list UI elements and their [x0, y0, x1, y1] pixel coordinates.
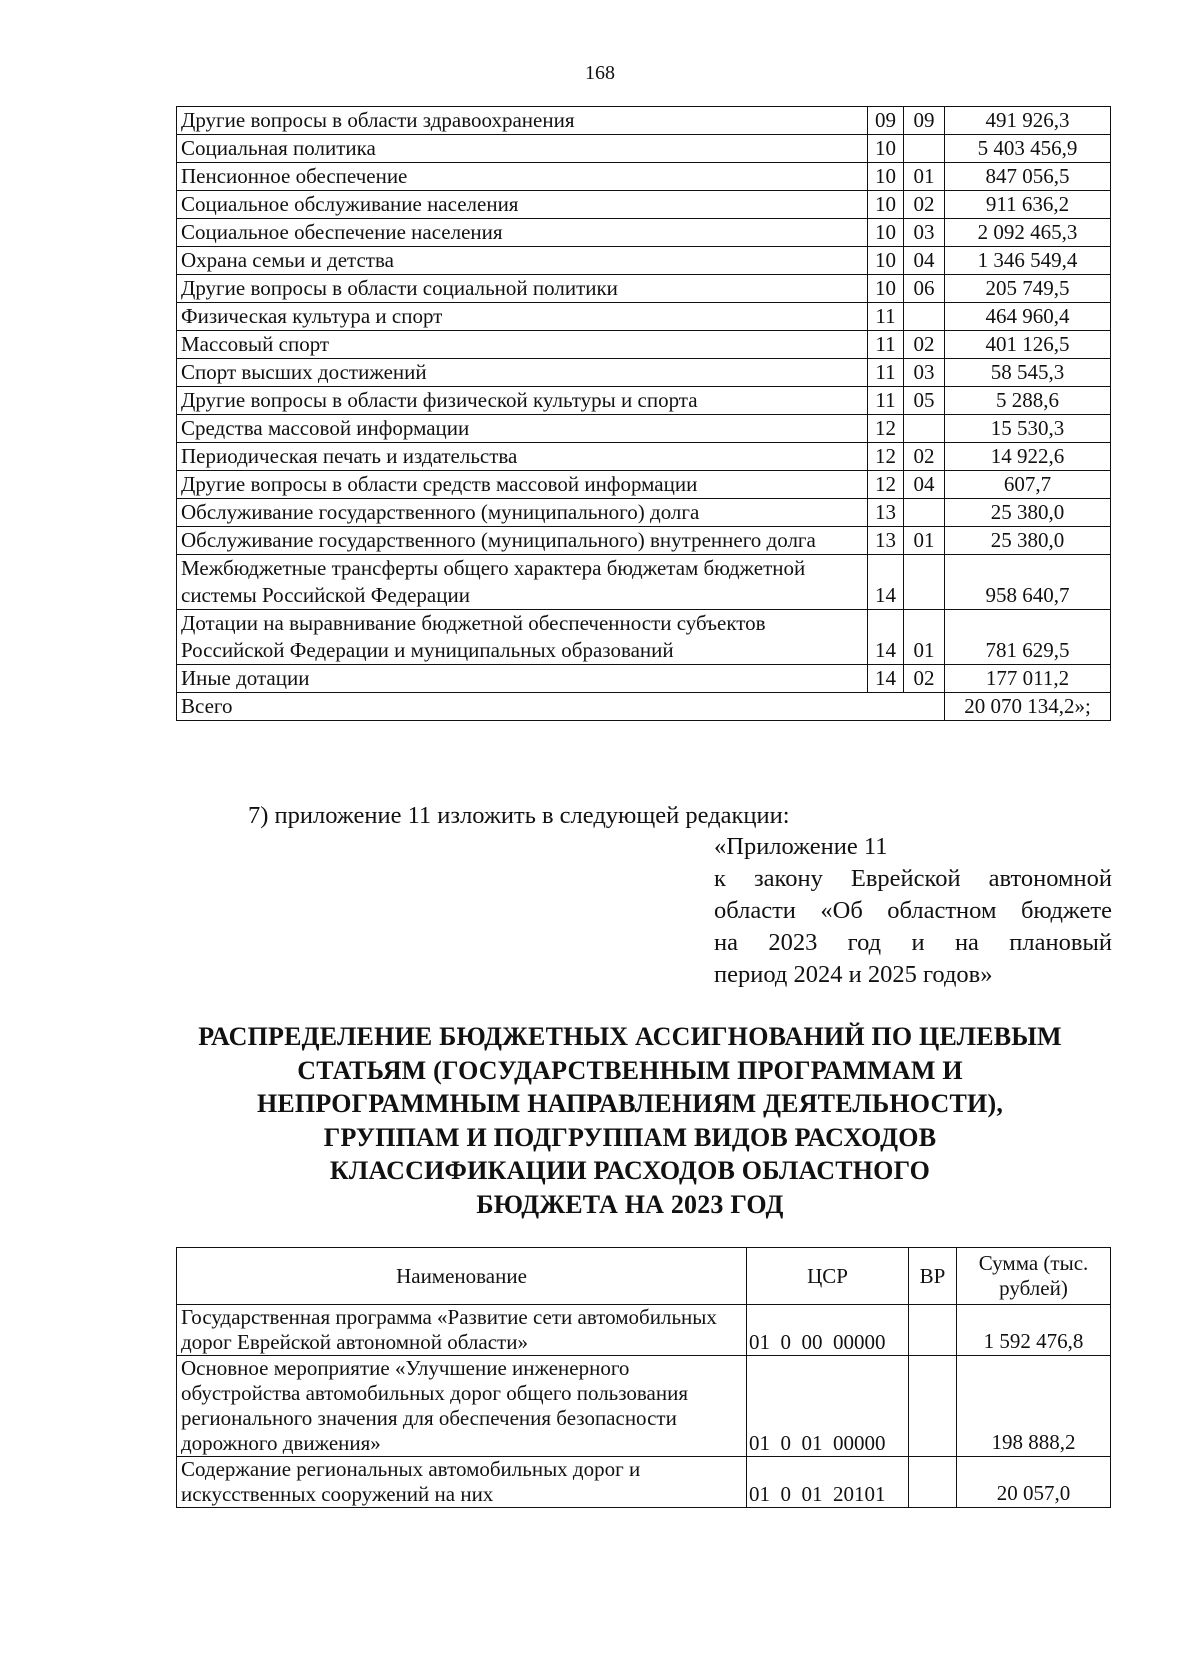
row-subsection: 02 — [904, 191, 945, 219]
row-name: Обслуживание государственного (муниципального) внутреннего долга — [177, 527, 868, 555]
table-header-row — [177, 1248, 1111, 1305]
row-name: Спорт высших достижений — [177, 359, 868, 387]
row-sum: 5 288,6 — [945, 387, 1111, 415]
heading-line: СТАТЬЯМ (ГОСУДАРСТВЕННЫМ ПРОГРАММАМ И — [297, 1055, 963, 1085]
row-sum: 198 888,2 — [957, 1356, 1111, 1457]
table-row — [177, 135, 1111, 163]
row-sum: 25 380,0 — [945, 527, 1111, 555]
header-csr: ЦСР — [747, 1248, 909, 1305]
row-sum: 15 530,3 — [945, 415, 1111, 443]
row-csr-code: 01 0 01 20101 — [747, 1457, 909, 1508]
row-section: 10 — [868, 163, 904, 191]
row-subsection: 03 — [904, 359, 945, 387]
row-subsection: 03 — [904, 219, 945, 247]
row-csr-code: 01 0 01 00000 — [747, 1356, 909, 1457]
row-name: Иные дотации — [177, 665, 868, 693]
row-section: 14 — [868, 555, 904, 610]
table-row — [177, 527, 1111, 555]
row-sum: 491 926,3 — [945, 107, 1111, 135]
row-section: 10 — [868, 191, 904, 219]
row-section: 14 — [868, 610, 904, 665]
table-row — [177, 499, 1111, 527]
row-sum: 1 346 549,4 — [945, 247, 1111, 275]
table-row — [177, 247, 1111, 275]
row-vr-code — [909, 1356, 957, 1457]
table-row — [177, 331, 1111, 359]
row-name: Другие вопросы в области физической культуры и спорта — [177, 387, 868, 415]
appendix-caption — [714, 831, 1112, 991]
table-row — [177, 1457, 1111, 1508]
row-name: Средства массовой информации — [177, 415, 868, 443]
appendix-line: к закону Еврейской автономной — [714, 865, 1112, 892]
table-row — [177, 415, 1111, 443]
row-sum: 5 403 456,9 — [945, 135, 1111, 163]
row-sum: 58 545,3 — [945, 359, 1111, 387]
appendix-line: области «Об областном бюджете — [714, 897, 1112, 924]
heading-line: НЕПРОГРАММНЫМ НАПРАВЛЕНИЯМ ДЕЯТЕЛЬНОСТИ), — [256, 1089, 1004, 1118]
page-number: 168 — [585, 62, 615, 84]
table-row — [177, 303, 1111, 331]
row-name: Содержание региональных автомобильных дорог и искусственных сооружений на них — [177, 1457, 747, 1508]
row-csr-code: 01 0 00 00000 — [747, 1305, 909, 1356]
row-subsection: 02 — [904, 443, 945, 471]
row-name: Периодическая печать и издательства — [177, 443, 868, 471]
row-name: Охрана семьи и детства — [177, 247, 868, 275]
item-7-text: 7) приложение 11 изложить в следующей редакции: — [248, 802, 790, 829]
row-sum: 20 057,0 — [957, 1457, 1111, 1508]
table-row — [177, 1305, 1111, 1356]
row-subsection — [904, 555, 945, 610]
row-subsection: 01 — [904, 163, 945, 191]
row-vr-code — [909, 1305, 957, 1356]
row-name: Дотации на выравнивание бюджетной обеспеченности субъектов Российской Федерации и муниципальных образований — [177, 610, 868, 665]
table-row — [177, 443, 1111, 471]
budget-sections-table — [176, 106, 1111, 721]
row-subsection: 06 — [904, 275, 945, 303]
table-row — [177, 163, 1111, 191]
row-section: 14 — [868, 665, 904, 693]
row-name: Основное мероприятие «Улучшение инженерного обустройства автомобильных дорог общего пользования регионального значения для обеспечения безопасности дорожного движения» — [177, 1356, 747, 1457]
row-name: Другие вопросы в области здравоохранения — [177, 107, 868, 135]
row-subsection — [904, 499, 945, 527]
row-sum: 781 629,5 — [945, 610, 1111, 665]
total-sum: 20 070 134,2»; — [945, 693, 1111, 721]
total-label: Всего — [177, 693, 945, 721]
appendix-line: период 2024 и 2025 годов» — [714, 961, 993, 988]
row-section: 10 — [868, 247, 904, 275]
row-section: 11 — [868, 359, 904, 387]
row-name: Другие вопросы в области социальной политики — [177, 275, 868, 303]
row-section: 11 — [868, 303, 904, 331]
row-subsection: 02 — [904, 331, 945, 359]
row-subsection — [904, 415, 945, 443]
appendix-line: «Приложение 11 — [714, 833, 888, 860]
row-sum: 177 011,2 — [945, 665, 1111, 693]
row-sum: 205 749,5 — [945, 275, 1111, 303]
row-subsection: 01 — [904, 527, 945, 555]
table-row — [177, 191, 1111, 219]
row-section: 13 — [868, 527, 904, 555]
row-section: 09 — [868, 107, 904, 135]
row-sum: 607,7 — [945, 471, 1111, 499]
table-row — [177, 471, 1111, 499]
document-heading — [150, 1020, 1110, 1221]
row-section: 11 — [868, 331, 904, 359]
heading-line: ГРУППАМ И ПОДГРУППАМ ВИДОВ РАСХОДОВ — [323, 1122, 937, 1152]
table-row — [177, 219, 1111, 247]
table-row — [177, 107, 1111, 135]
row-sum: 464 960,4 — [945, 303, 1111, 331]
row-name: Массовый спорт — [177, 331, 868, 359]
row-name: Другие вопросы в области средств массовой информации — [177, 471, 868, 499]
table-row — [177, 275, 1111, 303]
row-subsection — [904, 303, 945, 331]
row-name: Физическая культура и спорт — [177, 303, 868, 331]
row-subsection: 04 — [904, 247, 945, 275]
row-section: 13 — [868, 499, 904, 527]
row-subsection: 01 — [904, 610, 945, 665]
header-vr: ВР — [909, 1248, 957, 1305]
row-name: Межбюджетные трансферты общего характера бюджетам бюджетной системы Российской Федерации — [177, 555, 868, 610]
row-name: Пенсионное обеспечение — [177, 163, 868, 191]
row-sum: 401 126,5 — [945, 331, 1111, 359]
target-articles-table — [176, 1247, 1111, 1508]
row-section: 10 — [868, 219, 904, 247]
table-row — [177, 610, 1111, 665]
row-sum: 911 636,2 — [945, 191, 1111, 219]
heading-line: КЛАССИФИКАЦИИ РАСХОДОВ ОБЛАСТНОГО — [329, 1156, 931, 1185]
table-row — [177, 555, 1111, 610]
row-name: Социальное обслуживание населения — [177, 191, 868, 219]
row-section: 12 — [868, 415, 904, 443]
table-row — [177, 387, 1111, 415]
table-row — [177, 665, 1111, 693]
appendix-line: на 2023 год и на плановый — [714, 929, 1112, 956]
row-subsection: 02 — [904, 665, 945, 693]
row-sum: 847 056,5 — [945, 163, 1111, 191]
table-total-row — [177, 693, 1111, 721]
header-sum: Сумма (тыс. рублей) — [957, 1248, 1111, 1305]
row-subsection: 04 — [904, 471, 945, 499]
table-row — [177, 359, 1111, 387]
row-section: 12 — [868, 471, 904, 499]
row-sum: 14 922,6 — [945, 443, 1111, 471]
row-name: Государственная программа «Развитие сети автомобильных дорог Еврейской автономной области» — [177, 1305, 747, 1356]
row-name: Обслуживание государственного (муниципального) долга — [177, 499, 868, 527]
row-name: Социальное обеспечение населения — [177, 219, 868, 247]
heading-line: БЮДЖЕТА НА 2023 ГОД — [476, 1189, 784, 1219]
row-subsection: 09 — [904, 107, 945, 135]
row-section: 10 — [868, 275, 904, 303]
header-name: Наименование — [177, 1248, 747, 1305]
row-sum: 958 640,7 — [945, 555, 1111, 610]
table-row — [177, 1356, 1111, 1457]
row-name: Социальная политика — [177, 135, 868, 163]
row-sum: 1 592 476,8 — [957, 1305, 1111, 1356]
row-section: 11 — [868, 387, 904, 415]
row-section: 12 — [868, 443, 904, 471]
row-section: 10 — [868, 135, 904, 163]
row-sum: 2 092 465,3 — [945, 219, 1111, 247]
heading-line: РАСПРЕДЕЛЕНИЕ БЮДЖЕТНЫХ АССИГНОВАНИЙ ПО ЦЕЛЕВЫМ — [198, 1022, 1062, 1051]
row-vr-code — [909, 1457, 957, 1508]
row-subsection: 05 — [904, 387, 945, 415]
row-subsection — [904, 135, 945, 163]
row-sum: 25 380,0 — [945, 499, 1111, 527]
